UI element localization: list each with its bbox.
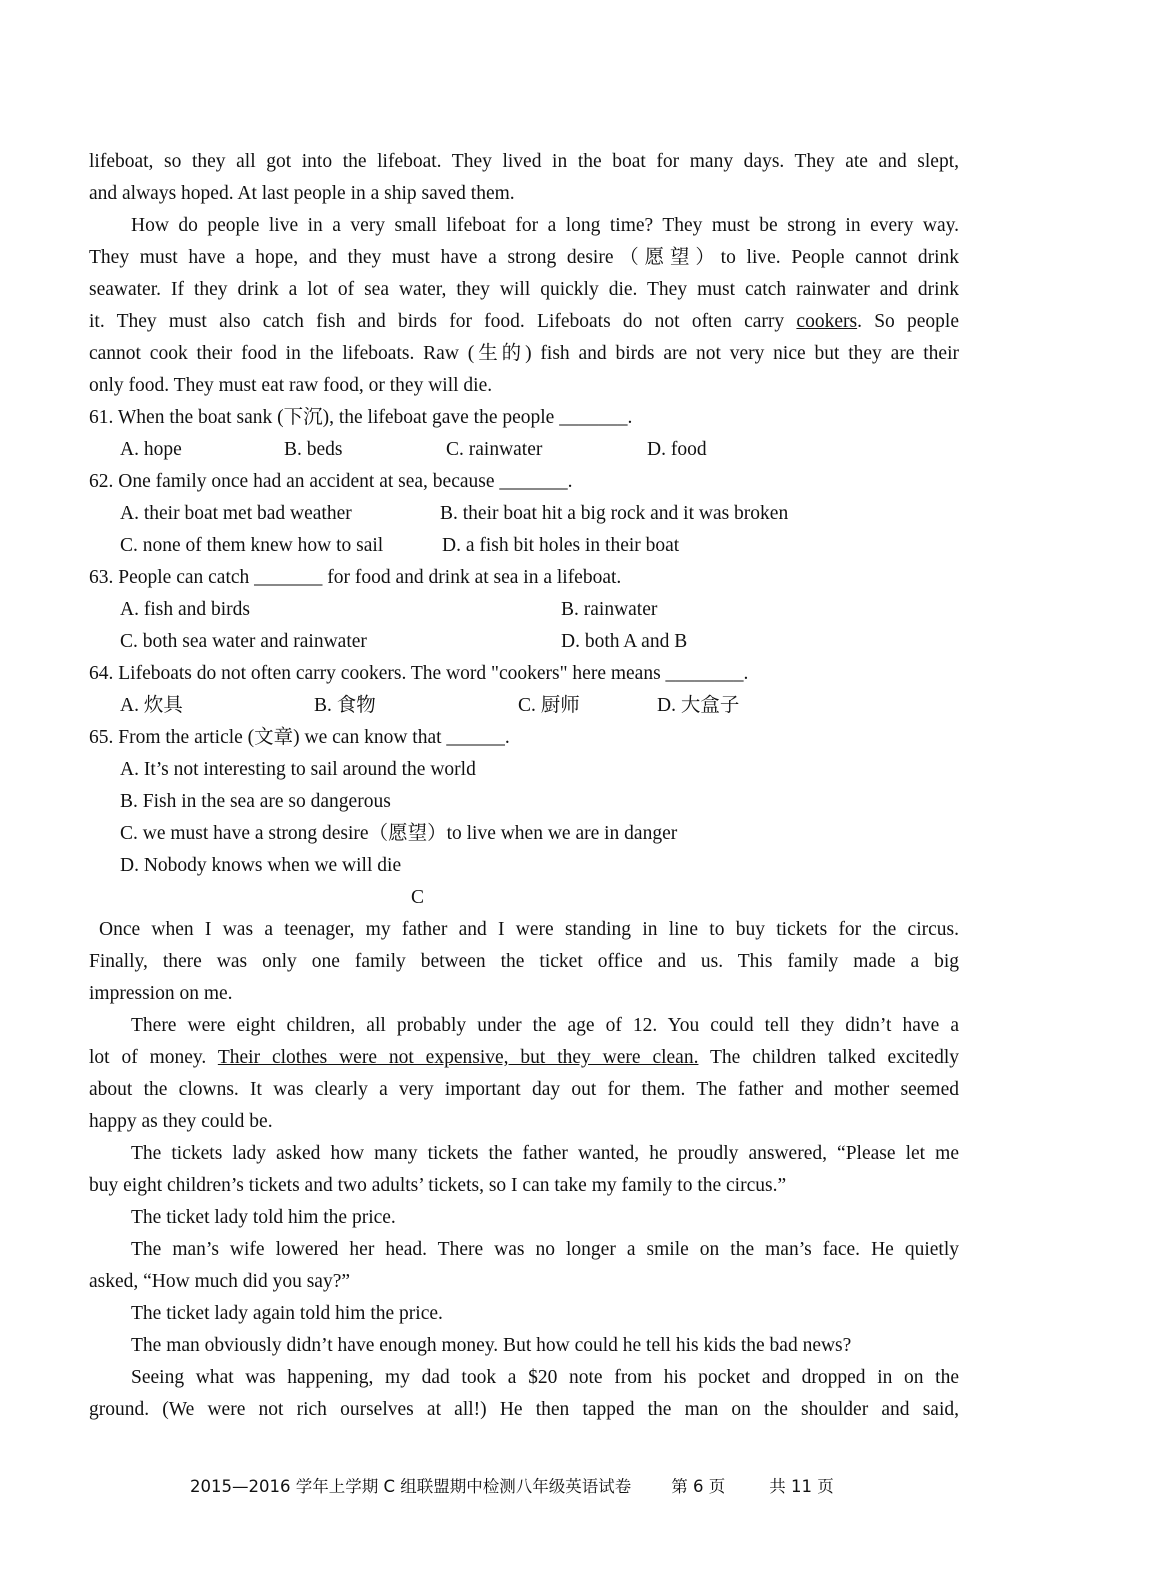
passage-b-line: cannot cook their food in the lifeboats. Raw (生的) fish and birds are not very nice but they are their bbox=[89, 343, 959, 364]
passage-c-line: Finally, there was only one family between the ticket office and us. This family made a big bbox=[89, 951, 959, 972]
passage-c-line: asked, “How much did you say?” bbox=[89, 1271, 351, 1292]
question-61-option-a: A. hope bbox=[120, 439, 182, 460]
question-64-option-a: A. 炊具 bbox=[120, 695, 183, 716]
question-65-option-b: B. Fish in the sea are so dangerous bbox=[120, 791, 391, 812]
question-61-stem: 61. When the boat sank (下沉), the lifeboat gave the people _______. bbox=[89, 407, 633, 428]
passage-c-line: impression on me. bbox=[89, 983, 233, 1004]
underlined-word: cookers bbox=[796, 311, 858, 332]
passage-b-line: it. They must also catch fish and birds for food. Lifeboats do not often carry cookers. So people bbox=[89, 311, 959, 332]
question-65-stem: 65. From the article (文章) we can know that ______. bbox=[89, 727, 510, 748]
passage-c-line: Seeing what was happening, my dad took a $20 note from his pocket and dropped in on the bbox=[131, 1367, 959, 1388]
passage-c-line: about the clowns. It was clearly a very important day out for them. The father and mother seemed bbox=[89, 1079, 959, 1100]
page-footer bbox=[190, 1476, 834, 1498]
question-63-option-d: D. both A and B bbox=[561, 631, 688, 652]
question-61-option-d: D. food bbox=[647, 439, 707, 460]
footer-page-number: 第 6 页 bbox=[671, 1477, 726, 1496]
question-64-option-b: B. 食物 bbox=[314, 695, 376, 716]
passage-b-line: How do people live in a very small lifeboat for a long time? They must be strong in every way. bbox=[131, 215, 959, 236]
question-62-option-d: D. a fish bit holes in their boat bbox=[442, 535, 680, 556]
passage-c-line: Once when I was a teenager, my father and I were standing in line to buy tickets for the circus. bbox=[99, 919, 959, 940]
passage-c-line: ground. (We were not rich ourselves at all!) He then tapped the man on the shoulder and said, bbox=[89, 1399, 959, 1420]
passage-b-line: and always hoped. At last people in a ship saved them. bbox=[89, 183, 515, 204]
question-61-option-b: B. beds bbox=[284, 439, 343, 460]
question-62-option-b: B. their boat hit a big rock and it was broken bbox=[440, 503, 789, 524]
passage-b-line: They must have a hope, and they must have a strong desire（愿望）to live. People cannot drink bbox=[89, 247, 959, 268]
question-62-option-c: C. none of them knew how to sail bbox=[120, 535, 384, 556]
passage-c-line: lot of money. Their clothes were not expensive, but they were clean. The children talked excitedly bbox=[89, 1047, 959, 1068]
question-65-option-d: D. Nobody knows when we will die bbox=[120, 855, 402, 876]
passage-b-line: lifeboat, so they all got into the lifeboat. They lived in the boat for many days. They ate and slept, bbox=[89, 151, 959, 172]
question-63-option-b: B. rainwater bbox=[561, 599, 658, 620]
passage-c-line: The man’s wife lowered her head. There was no longer a smile on the man’s face. He quietly bbox=[131, 1239, 959, 1260]
passage-c-line: There were eight children, all probably under the age of 12. You could tell they didn’t have a bbox=[131, 1015, 959, 1036]
question-64-stem: 64. Lifeboats do not often carry cookers. The word "cookers" here means ________. bbox=[89, 663, 749, 684]
underlined-sentence: Their clothes were not expensive, but they were clean. bbox=[217, 1047, 699, 1068]
passage-b-line: seawater. If they drink a lot of sea water, they will quickly die. They must catch rainwater and drink bbox=[89, 279, 959, 300]
passage-c-line: happy as they could be. bbox=[89, 1111, 273, 1132]
passage-c-line: The ticket lady told him the price. bbox=[131, 1207, 396, 1228]
footer-total-pages: 共 11 页 bbox=[769, 1477, 834, 1496]
question-65-option-c: C. we must have a strong desire（愿望）to live when we are in danger bbox=[120, 823, 678, 844]
passage-c-heading: C bbox=[411, 887, 425, 908]
question-63-option-c: C. both sea water and rainwater bbox=[120, 631, 367, 652]
question-64-option-d: D. 大盒子 bbox=[657, 695, 740, 716]
question-63-option-a: A. fish and birds bbox=[120, 599, 250, 620]
passage-c-line: The tickets lady asked how many tickets the father wanted, he proudly answered, “Please let me bbox=[131, 1143, 959, 1164]
question-63-stem: 63. People can catch _______ for food and drink at sea in a lifeboat. bbox=[89, 567, 622, 588]
question-62-option-a: A. their boat met bad weather bbox=[120, 503, 352, 524]
passage-c-line: buy eight children’s tickets and two adults’ tickets, so I can take my family to the circus.” bbox=[89, 1175, 787, 1196]
passage-c-line: The man obviously didn’t have enough money. But how could he tell his kids the bad news? bbox=[131, 1335, 852, 1356]
passage-b-line: only food. They must eat raw food, or they will die. bbox=[89, 375, 493, 396]
question-62-stem: 62. One family once had an accident at sea, because _______. bbox=[89, 471, 573, 492]
question-65-option-a: A. It’s not interesting to sail around the world bbox=[120, 759, 476, 780]
question-61-option-c: C. rainwater bbox=[446, 439, 543, 460]
passage-c-line: The ticket lady again told him the price. bbox=[131, 1303, 443, 1324]
footer-exam-title: 2015—2016 学年上学期 C 组联盟期中检测八年级英语试卷 bbox=[190, 1477, 632, 1496]
question-64-option-c: C. 厨师 bbox=[518, 695, 580, 716]
